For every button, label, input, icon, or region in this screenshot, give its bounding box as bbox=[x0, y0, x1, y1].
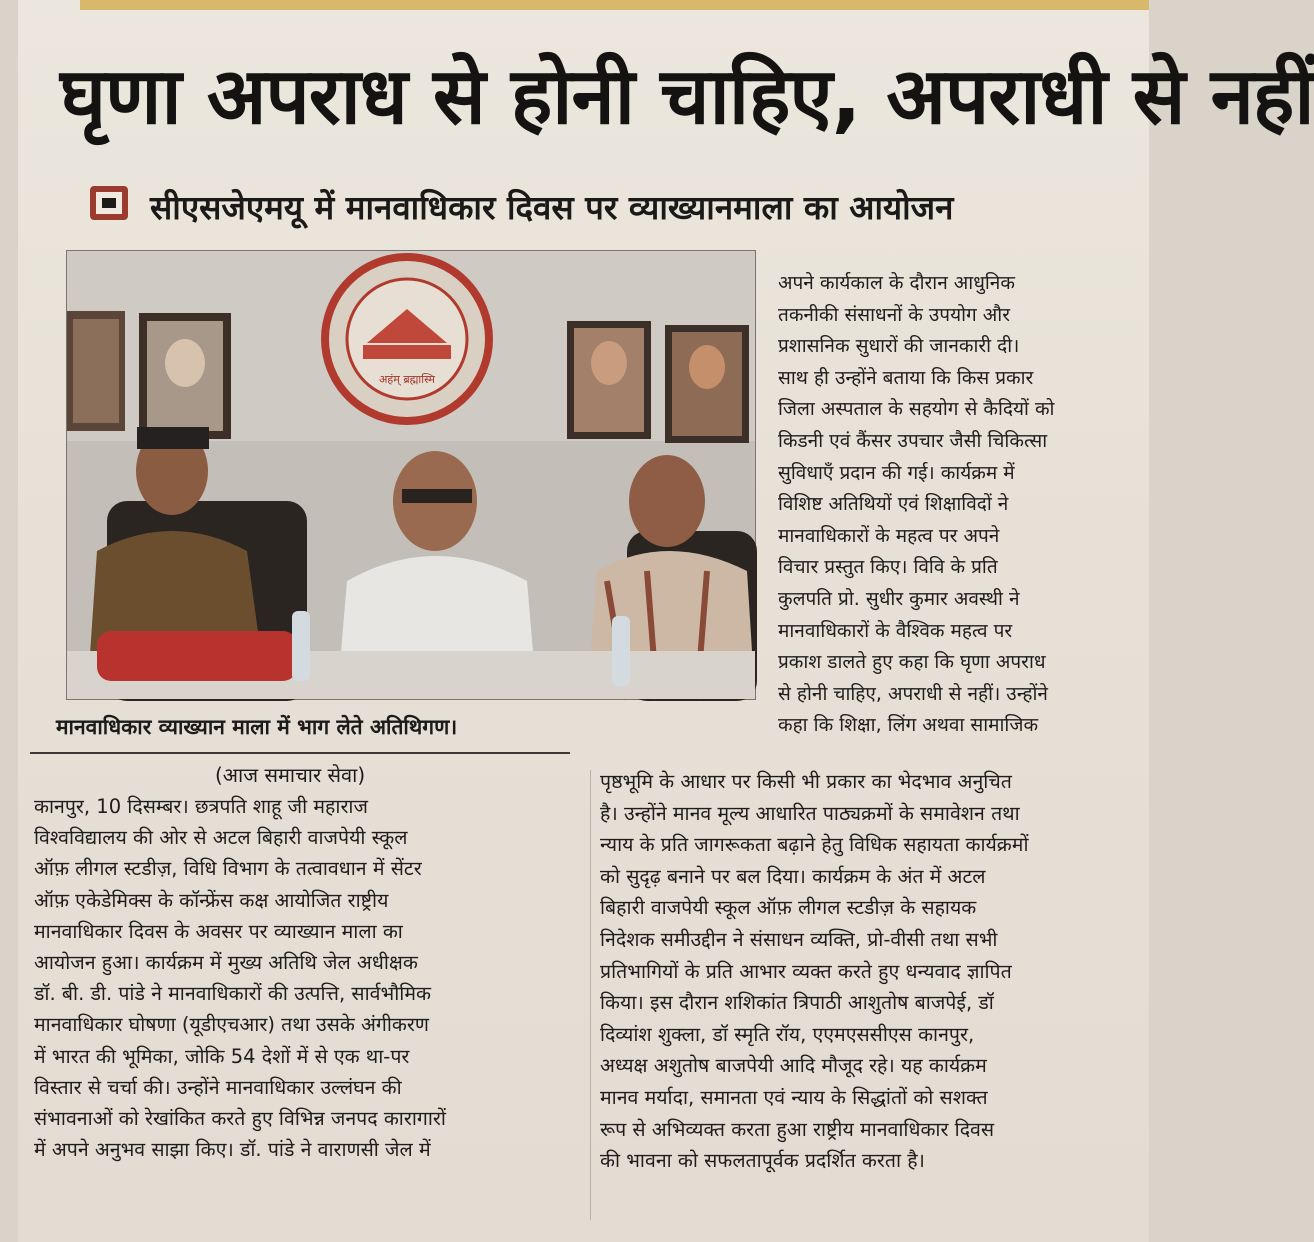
text-line: प्रतिभागियों के प्रति आभार व्यक्त करते हुए धन्यवाद ज्ञापित bbox=[600, 959, 1012, 983]
text-line: तकनीकी संसाधनों के उपयोग और bbox=[778, 303, 1010, 326]
article-right-column-top bbox=[778, 268, 1130, 742]
news-credit: (आज समाचार सेवा) bbox=[215, 763, 366, 787]
text-line: विश्वविद्यालय की ओर से अटल बिहारी वाजपेयी स्कूल bbox=[34, 826, 408, 850]
text-line: में भारत की भूमिका, जोकि 54 देशों में से एक था-पर bbox=[34, 1044, 410, 1068]
text-line: साथ ही उन्होंने बताया कि किस प्रकार bbox=[778, 366, 1034, 389]
text-line: में अपने अनुभव साझा किए। डॉ. पांडे ने वाराणसी जेल में bbox=[34, 1138, 431, 1162]
text-line: आयोजन हुआ। कार्यक्रम में मुख्य अतिथि जेल अधीक्षक bbox=[34, 950, 418, 974]
text-line: विस्तार से चर्चा की। उन्होंने मानवाधिकार उल्लंघन की bbox=[34, 1075, 402, 1099]
text-line: संभावनाओं को रेखांकित करते हुए विभिन्न जनपद कारागारों bbox=[34, 1106, 446, 1130]
text-line: पृष्ठभूमि के आधार पर किसी भी प्रकार का भेदभाव अनुचित bbox=[600, 770, 1012, 793]
text-line: मानव मर्यादा, समानता एवं न्याय के सिद्धांतों को सशक्त bbox=[600, 1085, 988, 1109]
text-line: न्याय के प्रति जागरूकता बढ़ाने हेतु विधिक सहायता कार्यक्रमों bbox=[600, 833, 1029, 857]
text-line: अपने कार्यकाल के दौरान आधुनिक bbox=[778, 272, 1015, 294]
caption-rule bbox=[30, 752, 570, 754]
text-line: है। उन्होंने मानव मूल्य आधारित पाठ्यक्रमों के समावेशन तथा bbox=[600, 801, 1020, 825]
text-line: बिहारी वाजपेयी स्कूल ऑफ़ लीगल स्टडीज़ के सहायक bbox=[600, 896, 977, 920]
top-color-strip bbox=[80, 0, 1149, 10]
flower-bouquet bbox=[97, 631, 297, 681]
text-line: दिव्यांश शुक्ला, डॉ स्मृति रॉय, एएमएससीएस कानपुर, bbox=[600, 1022, 975, 1046]
text-line: ऑफ़ लीगल स्टडीज़, विधि विभाग के तत्वावधान में सेंटर bbox=[34, 857, 422, 881]
article-right-column-bottom bbox=[600, 766, 1130, 1177]
emblem-motto: अहंम् ब्रह्मास्मि bbox=[379, 373, 435, 386]
text-line: मानवाधिकार घोषणा (यूडीएचआर) तथा उसके अंगीकरण bbox=[34, 1013, 429, 1037]
text-line: किडनी एवं कैंसर उपचार जैसी चिकित्सा bbox=[778, 429, 1048, 452]
text-line: ऑफ़ एकेडेमिक्स के कॉन्फ्रेंस कक्ष आयोजित राष्ट्रीय bbox=[34, 888, 389, 912]
column-divider bbox=[590, 770, 591, 1220]
text-line: को सुदृढ़ बनाने पर बल दिया। कार्यक्रम के अंत में अटल bbox=[600, 864, 986, 888]
text-line: की भावना को सफलतापूर्वक प्रदर्शित करता है। bbox=[600, 1149, 925, 1173]
square-bullet-icon bbox=[90, 186, 128, 220]
text-line: कानपुर, 10 दिसम्बर। छत्रपति शाहू जी महाराज bbox=[34, 795, 368, 818]
text-line: जिला अस्पताल के सहयोग से कैदियों को bbox=[778, 398, 1055, 421]
headline: घृणा अपराध से होनी चाहिए, अपराधी से नहीं bbox=[60, 52, 1314, 142]
text-line: विशिष्ट अतिथियों एवं शिक्षाविदों ने bbox=[778, 493, 1009, 516]
text-line: किया। इस दौरान शशिकांत त्रिपाठी आशुतोष बाजपेई, डॉ bbox=[600, 991, 994, 1015]
text-line: कहा कि शिक्षा, लिंग अथवा सामाजिक bbox=[778, 714, 1039, 737]
text-line: डॉ. बी. डी. पांडे ने मानवाधिकारों की उत्पत्ति, सार्वभौमिक bbox=[34, 982, 431, 1006]
text-line: प्रशासनिक सुधारों की जानकारी दी। bbox=[778, 335, 1020, 358]
university-emblem bbox=[325, 257, 489, 421]
subheadline: सीएसजेएमयू में मानवाधिकार दिवस पर व्याख्यानमाला का आयोजन bbox=[150, 188, 954, 227]
text-line: मानवाधिकारों के वैश्विक महत्व पर bbox=[778, 619, 1013, 642]
photo-caption: मानवाधिकार व्याख्यान माला में भाग लेते अतिथिगण। bbox=[56, 715, 458, 739]
subheadline-row bbox=[90, 178, 1130, 238]
text-line: रूप से अभिव्यक्त करता हुआ राष्ट्रीय मानवाधिकार दिवस bbox=[600, 1117, 995, 1141]
article-left-column bbox=[34, 791, 579, 1165]
event-photo bbox=[66, 250, 756, 700]
text-line: अध्यक्ष अशुतोष बाजपेयी आदि मौजूद रहे। यह कार्यक्रम bbox=[600, 1054, 987, 1078]
text-line: कुलपति प्रो. सुधीर कुमार अवस्थी ने bbox=[778, 587, 1020, 610]
text-line: मानवाधिकारों के महत्व पर अपने bbox=[778, 524, 1000, 547]
text-line: मानवाधिकार दिवस के अवसर पर व्याख्यान माला का bbox=[34, 919, 403, 943]
text-line: विचार प्रस्तुत किए। विवि के प्रति bbox=[778, 556, 998, 579]
text-line: प्रकाश डालते हुए कहा कि घृणा अपराध bbox=[778, 651, 1046, 674]
text-line: निदेशक समीउद्दीन ने संसाधन व्यक्ति, प्रो-वीसी तथा सभी bbox=[600, 927, 998, 951]
text-line: सुविधाएँ प्रदान की गई। कार्यक्रम में bbox=[778, 461, 1015, 484]
event-photo-illustration bbox=[67, 251, 755, 699]
text-line: से होनी चाहिए, अपराधी से नहीं। उन्होंने bbox=[778, 682, 1048, 705]
